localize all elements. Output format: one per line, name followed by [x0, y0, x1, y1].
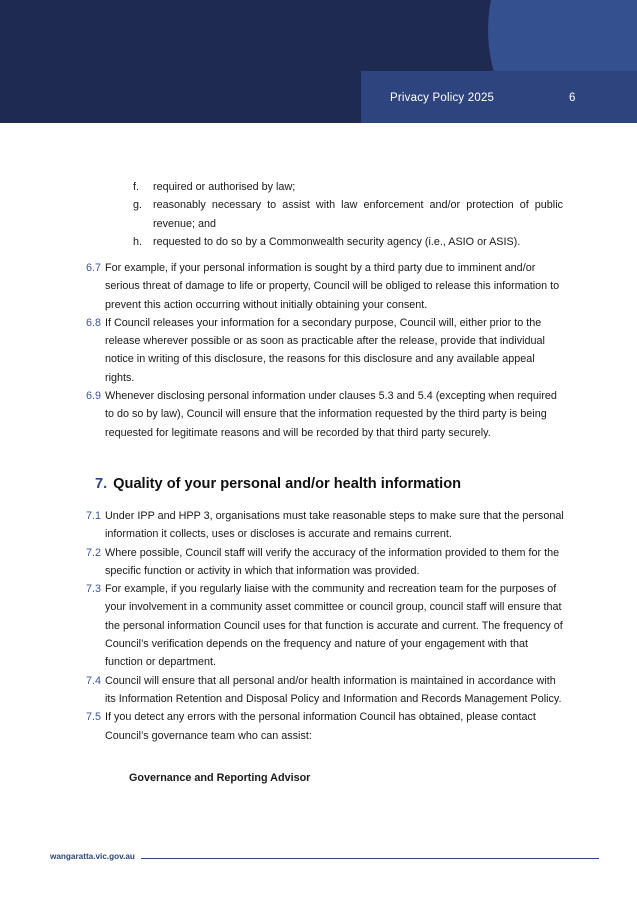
list-item-text: requested to do so by a Commonwealth security agency (i.e., ASIO or ASIS). [153, 235, 521, 248]
section-7-clauses [86, 507, 566, 745]
clause-text: If Council releases your information for a secondary purpose, Council will, either prior to the release wherever possible or as soon as practicable after the release, provide that individual notice in writing of this disclosure, the reasons for this disclosure and any available appeal rights. [105, 316, 545, 384]
clause-7-5 [86, 708, 566, 745]
clause-text: Where possible, Council staff will verify the accuracy of the information provided to them for the specific function or activity in which that information was provided. [105, 546, 560, 577]
clause-number: 6.9 [86, 390, 102, 403]
clause-text: For example, if you regularly liaise with the community and recreation team for the purposes of your involvement in a community asset committee or council group, council staff will ensure that the personal information Council uses for that function is accurate and current. The frequency of Council’s verification depends on the frequency and nature of your engagement with that function or department. [105, 583, 563, 669]
clause-6-7 [86, 259, 566, 314]
clause-number: 7.4 [86, 674, 102, 687]
clause-6-9 [86, 387, 566, 442]
list-item-letter: f. [133, 181, 139, 193]
clause-number: 7.3 [86, 583, 102, 596]
section-number: 7. [95, 476, 108, 492]
section-6-clauses [86, 259, 566, 442]
clause-number: 6.8 [86, 316, 102, 329]
clause-7-3 [86, 580, 566, 671]
clause-number: 7.5 [86, 711, 102, 724]
list-item [133, 233, 563, 251]
clause-number: 7.1 [86, 510, 102, 522]
section-heading [95, 476, 461, 492]
list-item [133, 196, 563, 233]
clause-number: 7.2 [86, 546, 102, 559]
clause-text: Whenever disclosing personal information under clauses 5.3 and 5.4 (excepting when required to do so by law), Council will ensure that the information requested by the third party is being requested for legitimate reasons and will be recorded by that third party securely. [105, 390, 557, 439]
list-item-text: required or authorised by law; [153, 181, 296, 193]
clause-7-1 [86, 507, 566, 544]
list-item [133, 178, 563, 196]
clause-text: For example, if your personal information is sought by a third party due to imminent and/or serious threat of damage to life or property, Council will be obliged to release this information to prevent this action occurring without initially obtaining your consent. [105, 262, 560, 311]
clause-6-8 [86, 314, 566, 387]
footer-divider [141, 858, 599, 859]
footer-website-link[interactable]: wangaratta.vic.gov.au [50, 852, 135, 861]
list-item-letter: h. [133, 235, 143, 248]
clause-text: Council will ensure that all personal and/or health information is maintained in accordance with its Information Retention and Disposal Policy and Information and Records Management Policy. [105, 674, 562, 705]
list-item-text: reasonably necessary to assist with law enforcement and/or protection of public revenue; and [153, 199, 563, 230]
clause-number: 6.7 [86, 262, 102, 274]
clause-text: If you detect any errors with the personal information Council has obtained, please contact Council’s governance team who can assist: [105, 711, 536, 742]
section-title: Quality of your personal and/or health information [113, 476, 462, 492]
contact-heading: Governance and Reporting Advisor [129, 772, 311, 784]
sub-list [133, 178, 563, 251]
page-number: 6 [569, 92, 576, 104]
list-item-letter: g. [133, 199, 143, 212]
clause-text: Under IPP and HPP 3, organisations must take reasonable steps to make sure that the personal information it collects, uses or discloses is accurate and remains current. [105, 510, 564, 541]
document-title: Privacy Policy 2025 [390, 92, 495, 104]
clause-7-4 [86, 672, 566, 709]
clause-7-2 [86, 544, 566, 581]
page-header [0, 0, 637, 123]
